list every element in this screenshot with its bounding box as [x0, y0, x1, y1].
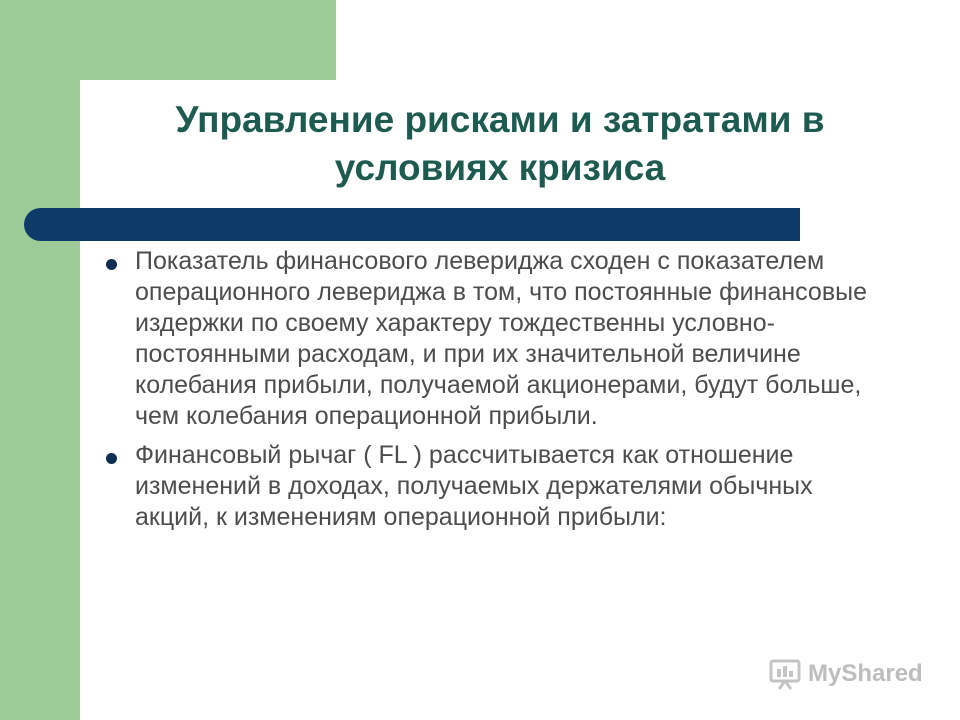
watermark [768, 656, 923, 692]
bullet-item [100, 440, 890, 533]
title-divider-bar [24, 208, 800, 241]
watermark-text: MyShared [808, 660, 923, 687]
presentation-board-icon [768, 657, 802, 691]
bullet-text: Показатель финансового левериджа сходен с показателем операционного левериджа в том, что постоянные финансовые издержки по своему характеру тождественны условно-постоянными расходам, и при их значительной величине колебания прибыли, получаемой акционерами, будут больше, чем колебания операционной прибыли. [135, 247, 867, 430]
bullet-text: Финансовый рычаг ( FL ) рассчитывается как отношение изменений в доходах, получаемых держателями обычных акций, к изменениям операционной прибыли: [135, 441, 813, 531]
bullet-dot-icon [106, 259, 117, 270]
bullet-dot-icon [106, 453, 117, 464]
green-accent-left [0, 0, 80, 720]
bullet-item [100, 246, 890, 432]
slide-title: Управление рисками и затратами в условиях кризиса [175, 99, 825, 188]
bullet-list [100, 246, 890, 541]
